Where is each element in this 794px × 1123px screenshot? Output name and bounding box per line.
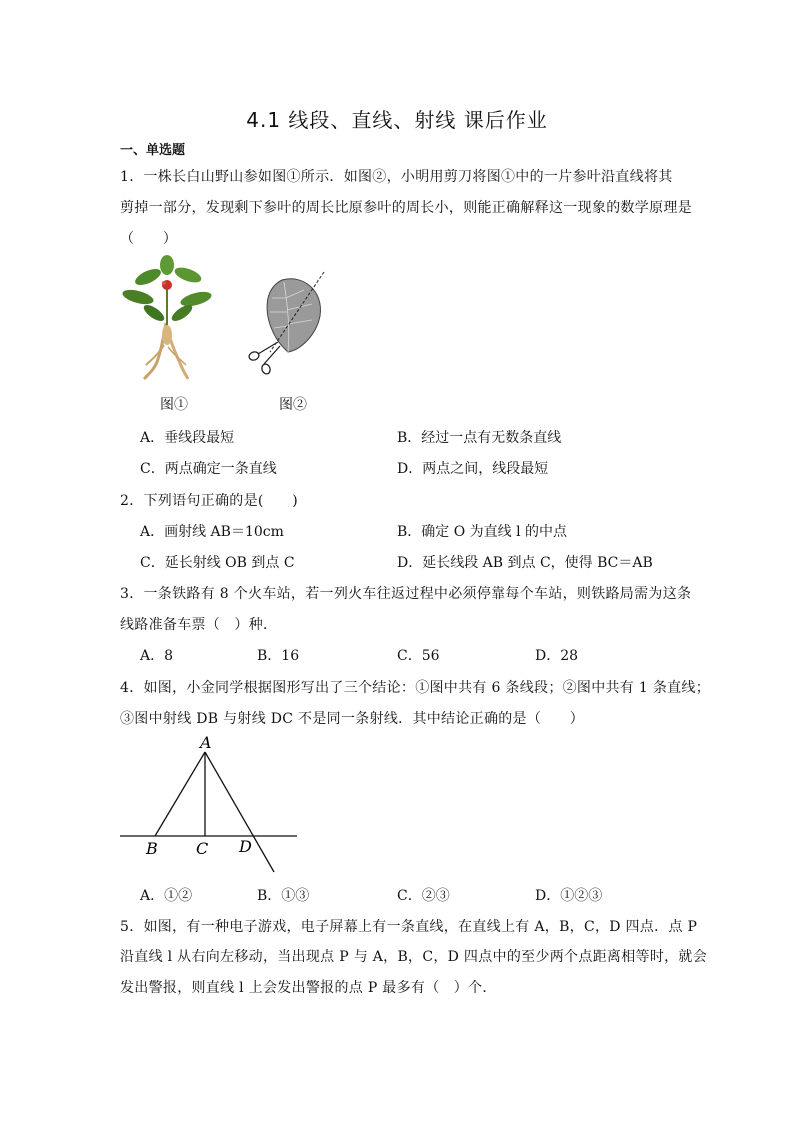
page-title: 4.1 线段、直线、射线 课后作业 bbox=[246, 108, 548, 132]
q3-stem-line-1: 3．一条铁路有 8 个火车站，若一列火车往返过程中必须停靠每个车站，则铁路局需为这条 bbox=[120, 586, 692, 602]
scissors-icon bbox=[248, 342, 280, 375]
q5-stem-line-1: 5．如图，有一种电子游戏，电子屏幕上有一条直线，在直线上有 A，B，C，D 四点．点 P bbox=[120, 919, 698, 935]
q3-option-d: D．28 bbox=[535, 648, 579, 664]
q2-option-a: A．画射线 AB＝10cm bbox=[140, 524, 284, 540]
figure-2-caption: 图② bbox=[279, 397, 307, 413]
label-c: C bbox=[196, 839, 209, 858]
q3-option-a: A．8 bbox=[140, 648, 174, 664]
q3-option-b: B．16 bbox=[257, 648, 300, 664]
q1-option-c: C．两点确定一条直线 bbox=[140, 461, 277, 477]
q4-option-b: B．①③ bbox=[257, 888, 310, 904]
segment-ab bbox=[155, 752, 205, 836]
q1-option-d: D．两点之间，线段最短 bbox=[397, 461, 549, 477]
q4-option-d: D．①②③ bbox=[535, 888, 603, 904]
q4-stem-line-1: 4．如图，小金同学根据图形写出了三个结论：①图中共有 6 条线段；②图中共有 1 条直线； bbox=[120, 680, 711, 696]
q3-option-c: C．56 bbox=[397, 648, 440, 664]
q4-option-a: A．①② bbox=[140, 888, 193, 904]
q2-stem: 2．下列语句正确的是( ) bbox=[120, 493, 299, 509]
q2-option-b: B．确定 O 为直线 l 的中点 bbox=[397, 524, 568, 540]
geometry-figure bbox=[116, 734, 306, 876]
q1-option-b: B．经过一点有无数条直线 bbox=[397, 430, 562, 446]
q1-stem-line-3: （ ） bbox=[120, 231, 178, 247]
section-heading: 一、单选题 bbox=[120, 143, 186, 158]
q5-stem-line-2: 沿直线 l 从右向左移动，当出现点 P 与 A，B，C，D 四点中的至少两个点距离相等时，就会 bbox=[120, 949, 708, 965]
q5-stem-line-3: 发出警报，则直线 l 上会发出警报的点 P 最多有（ ）个． bbox=[120, 980, 497, 996]
q1-stem-line-2: 剪掉一部分，发现剩下参叶的周长比原参叶的周长小，则能正确解释这一现象的数学原理是 bbox=[120, 200, 692, 216]
q3-stem-line-2: 线路准备车票（ ）种． bbox=[120, 617, 278, 633]
q4-option-c: C．②③ bbox=[397, 888, 450, 904]
label-a: A bbox=[200, 734, 212, 752]
label-d: D bbox=[239, 837, 252, 856]
q2-option-c: C．延长射线 OB 到点 C bbox=[140, 555, 295, 571]
figure-1-caption: 图① bbox=[160, 397, 188, 413]
ginseng-plant-figure bbox=[118, 255, 218, 383]
label-b: B bbox=[146, 839, 158, 858]
q4-stem-line-2: ③图中射线 DB 与射线 DC 不是同一条射线．其中结论正确的是（ ） bbox=[120, 711, 585, 727]
q2-option-d: D．延长线段 AB 到点 C，使得 BC＝AB bbox=[397, 555, 653, 571]
cut-leaf-figure bbox=[244, 268, 334, 378]
q1-option-a: A．垂线段最短 bbox=[140, 430, 235, 446]
ginseng-leaves-icon bbox=[121, 255, 213, 325]
q1-stem-line-1: 1．一株长白山野山参如图①所示．如图②，小明用剪刀将图①中的一片参叶沿直线将其 bbox=[120, 169, 673, 185]
ginseng-root-icon bbox=[144, 323, 188, 379]
